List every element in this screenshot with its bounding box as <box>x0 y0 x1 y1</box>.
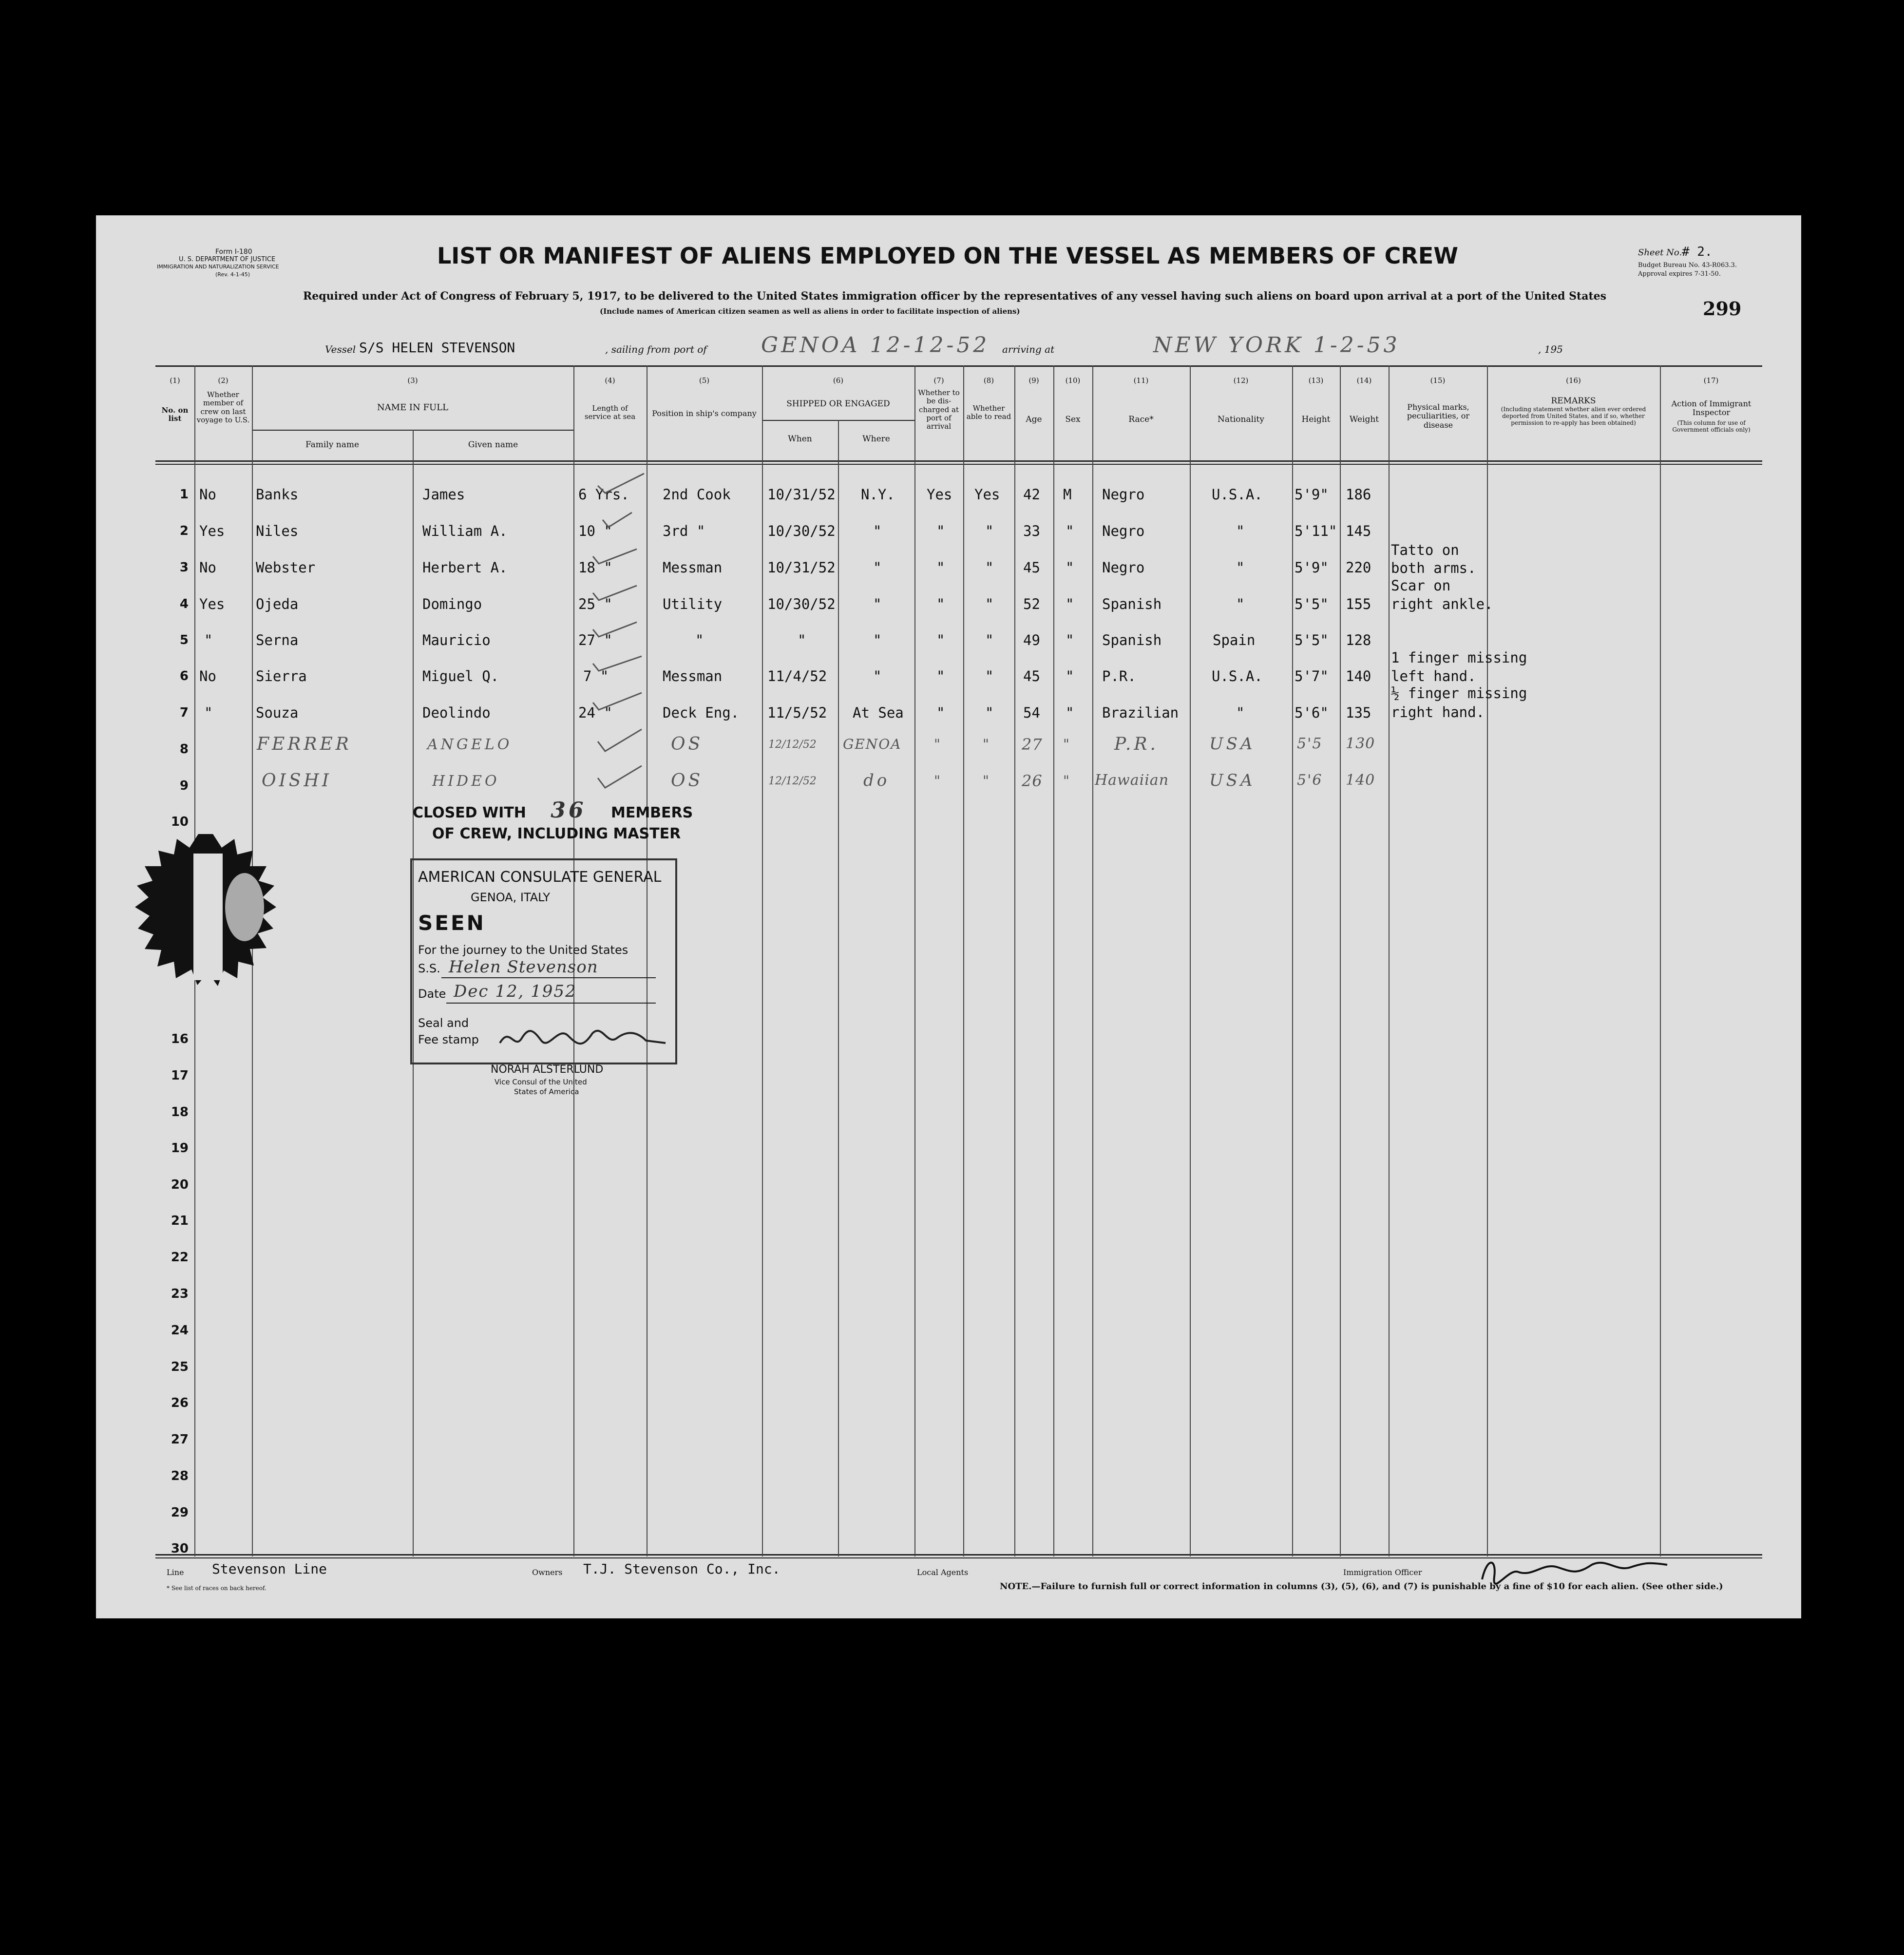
cell-position: OS <box>671 734 704 754</box>
cell-age: 45 <box>1023 668 1040 684</box>
consulate-ss-label: S.S. <box>418 962 440 975</box>
cell-position: " <box>695 632 704 648</box>
closed-stamp-line1 <box>413 800 693 821</box>
header-remarks: REMARKS <box>1551 396 1596 406</box>
cell-discharged: " <box>934 736 943 752</box>
col-line <box>1190 365 1191 1556</box>
cell-family-name: OISHI <box>262 771 332 791</box>
cell-height: 5'9" <box>1295 486 1329 503</box>
cell-weight: 128 <box>1346 632 1371 648</box>
footer-note: NOTE.—Failure to furnish full or correct information in columns (3), (5), (6), and (7) is punishable by a fine of $10 for each alien. (See other side.) <box>1000 1581 1723 1592</box>
col-num-17: (17) <box>1703 376 1719 385</box>
physical-marks-line: left hand. <box>1391 668 1476 684</box>
cell-previous-voyage: " <box>204 704 213 721</box>
header-physical-marks: Physical marks, peculiarities, or disease <box>1407 402 1470 430</box>
col-line <box>1292 365 1293 1556</box>
document-subtitle-note: (Include names of American citizen seamen as well as aliens in order to facilitate inspection of aliens) <box>600 307 1020 316</box>
col-line <box>1487 365 1488 1556</box>
cell-nationality: " <box>1236 559 1245 576</box>
header-position: Position in ship's company <box>652 409 757 418</box>
cell-given-name: ANGELO <box>427 736 513 753</box>
cell-where: " <box>873 596 882 612</box>
header-given-name: Given name <box>468 440 518 450</box>
physical-marks-line: Scar on <box>1391 577 1451 594</box>
physical-marks-line: ½ finger missing <box>1391 685 1527 702</box>
col-line <box>838 420 839 1556</box>
cell-age: 52 <box>1023 596 1040 612</box>
cell-nationality: U.S.A. <box>1212 668 1263 684</box>
closed-stamp-text: CLOSED WITH <box>413 804 526 821</box>
row-number: 3 <box>179 560 189 575</box>
cell-when: " <box>798 632 806 648</box>
races-footnote: * See list of races on back hereof. <box>167 1585 267 1592</box>
cell-nationality: " <box>1236 596 1245 612</box>
col-num-16: (16) <box>1566 376 1581 385</box>
cell-position: Utility <box>663 596 723 612</box>
col-num-5: (5) <box>699 376 710 385</box>
row-number: 2 <box>179 524 189 538</box>
row-number: 17 <box>171 1068 189 1083</box>
header-action-inspector: Action of Immigrant Inspector <box>1671 399 1752 418</box>
col-line <box>963 365 964 1556</box>
header-age: Age <box>1026 415 1042 424</box>
header-race: Race* <box>1128 415 1154 424</box>
consulate-seal-label: Seal and <box>418 1016 469 1030</box>
cell-family-name: Niles <box>256 523 299 539</box>
cell-discharged: " <box>936 632 945 648</box>
header-bottom-border-2 <box>155 464 1762 465</box>
cell-read: " <box>985 596 994 612</box>
consul-name: NORAH ALSTERLUND <box>491 1063 604 1076</box>
cell-weight: 135 <box>1346 704 1371 721</box>
cell-discharged: " <box>936 559 945 576</box>
cell-family-name: FERRER <box>257 734 352 754</box>
footer-line-label: Line <box>167 1568 184 1577</box>
cell-service: 18 " <box>578 559 612 576</box>
cell-height: 5'5" <box>1295 632 1329 648</box>
row-number: 7 <box>179 705 189 720</box>
cell-position: 2nd Cook <box>663 486 731 503</box>
cell-service: 24 " <box>578 704 612 721</box>
arriving-label: arriving at <box>1002 343 1055 355</box>
header-where: Where <box>862 434 890 444</box>
cell-position: Messman <box>663 559 723 576</box>
cell-race: Brazilian <box>1102 704 1179 721</box>
manifest-sheet <box>96 215 1801 1618</box>
cell-when: 11/4/52 <box>767 668 827 684</box>
cell-where: do <box>863 771 890 790</box>
cell-when: 12/12/52 <box>768 775 817 787</box>
col-line <box>1053 365 1054 1556</box>
closed-stamp-line2: OF CREW, INCLUDING MASTER <box>432 825 681 842</box>
col-num-4: (4) <box>605 376 615 385</box>
header-nationality: Nationality <box>1218 415 1264 424</box>
cell-sex: " <box>1066 632 1074 648</box>
col-line <box>1014 365 1015 1556</box>
form-service: IMMIGRATION AND NATURALIZATION SERVICE <box>157 264 279 270</box>
cell-nationality: " <box>1236 704 1245 721</box>
footer-agents-label: Local Agents <box>917 1568 969 1577</box>
budget-bureau: Budget Bureau No. 43-R063.3. <box>1638 262 1737 269</box>
closed-stamp-count: 36 <box>551 798 587 823</box>
cell-discharged: " <box>936 596 945 612</box>
cell-previous-voyage: Yes <box>199 596 225 612</box>
closed-stamp-text-b: MEMBERS <box>610 804 693 821</box>
row-number: 25 <box>171 1360 189 1374</box>
row-number: 27 <box>171 1432 189 1447</box>
document-subtitle: Required under Act of Congress of February 5, 1917, to be delivered to the United States immigration officer by the representatives of any vessel having such aliens on board upon arrival at a port of the United States <box>303 290 1606 303</box>
row-number: 19 <box>171 1141 189 1156</box>
cell-weight: 155 <box>1346 596 1371 612</box>
cell-when: 12/12/52 <box>768 739 817 751</box>
physical-marks-line: right ankle. <box>1391 596 1493 612</box>
cell-height: 5'5" <box>1295 596 1329 612</box>
cell-discharged: " <box>934 773 943 789</box>
form-number: Form I-180 <box>215 248 252 256</box>
cell-nationality: USA <box>1209 771 1256 790</box>
cell-given-name: Miguel Q. <box>422 668 499 684</box>
sheet-label: Sheet No. <box>1638 247 1682 258</box>
col-num-3: (3) <box>407 376 418 385</box>
header-discharged: Whether to be dis-charged at port of arrival <box>918 388 960 431</box>
cell-weight: 220 <box>1346 559 1371 576</box>
row-number: 28 <box>171 1469 189 1483</box>
approval-expiry: Approval expires 7-31-50. <box>1638 270 1721 278</box>
physical-marks-line: right hand. <box>1391 704 1485 721</box>
cell-when: 10/30/52 <box>767 523 836 539</box>
consulate-journey: For the journey to the United States <box>418 943 628 957</box>
cell-family-name: Ojeda <box>256 596 299 612</box>
page-number: 299 <box>1703 298 1742 320</box>
cell-given-name: James <box>422 486 465 503</box>
cell-read: " <box>985 559 994 576</box>
row-number: 18 <box>171 1105 189 1120</box>
col-line <box>1660 365 1661 1556</box>
cell-service: 10 " <box>578 523 612 539</box>
cell-position: Messman <box>663 668 723 684</box>
cell-age: 27 <box>1022 735 1043 754</box>
header-able-to-read: Whether able to read <box>966 404 1011 421</box>
header-no-on-list: No. on list <box>161 406 189 423</box>
cell-sex: " <box>1063 736 1072 752</box>
header-action-note: (This column for use of Government officials only) <box>1672 419 1751 433</box>
cell-family-name: Sierra <box>256 668 307 684</box>
cell-race: Hawaiian <box>1095 772 1169 789</box>
row-number: 8 <box>179 742 189 757</box>
consulate-date-value: Dec 12, 1952 <box>454 982 577 1001</box>
cell-family-name: Banks <box>256 486 299 503</box>
row-number: 16 <box>171 1032 189 1046</box>
table-top-border <box>155 365 1762 367</box>
cell-position: OS <box>671 771 704 791</box>
cell-previous-voyage: Yes <box>199 523 225 539</box>
header-sex: Sex <box>1065 415 1081 424</box>
col-num-7: (7) <box>933 376 944 385</box>
cell-read: " <box>985 704 994 721</box>
cell-read: " <box>983 736 992 752</box>
consulate-office: AMERICAN CONSULATE GENERAL <box>418 869 662 886</box>
row-number: 30 <box>171 1541 189 1556</box>
header-bottom-border <box>155 460 1762 462</box>
cell-read: Yes <box>974 486 1000 503</box>
col-num-12: (12) <box>1233 376 1249 385</box>
cell-weight: 140 <box>1346 772 1375 789</box>
check-marks <box>583 464 651 795</box>
consulate-ss-value: Helen Stevenson <box>449 957 598 977</box>
cell-given-name: Deolindo <box>422 704 491 721</box>
row-number: 24 <box>171 1323 189 1338</box>
col-num-9: (9) <box>1028 376 1039 385</box>
cell-weight: 130 <box>1346 735 1375 752</box>
cell-sex: " <box>1063 773 1072 789</box>
cell-discharged: " <box>936 704 945 721</box>
vessel-label: Vessel <box>325 343 356 355</box>
cell-discharged: " <box>936 523 945 539</box>
col-line <box>762 365 763 1556</box>
cell-sex: " <box>1066 704 1074 721</box>
header-when: When <box>788 434 812 444</box>
form-department: U. S. DEPARTMENT OF JUSTICE <box>179 256 276 263</box>
footer-owners-value: T.J. Stevenson Co., Inc. <box>583 1561 781 1577</box>
vessel-name: S/S HELEN STEVENSON <box>359 340 515 356</box>
cell-where: " <box>873 668 882 684</box>
document-title: LIST OR MANIFEST OF ALIENS EMPLOYED ON THE VESSEL AS MEMBERS OF CREW <box>437 243 1459 269</box>
cell-read: " <box>985 523 994 539</box>
cell-height: 5'7" <box>1295 668 1329 684</box>
col-line <box>914 365 915 1556</box>
cell-previous-voyage: No <box>199 486 216 503</box>
cell-discharged: " <box>936 668 945 684</box>
sheet-number: # 2. <box>1682 245 1713 259</box>
cell-read: " <box>985 632 994 648</box>
cell-sex: M <box>1063 486 1072 503</box>
row-number: 6 <box>179 669 189 683</box>
col-num-6: (6) <box>833 376 844 385</box>
row-number: 1 <box>179 487 189 502</box>
cell-race: Negro <box>1102 559 1145 576</box>
form-revision: (Rev. 4-1-45) <box>215 271 250 278</box>
row-number: 22 <box>171 1250 189 1265</box>
col-num-14: (14) <box>1356 376 1372 385</box>
cell-position: 3rd " <box>663 523 705 539</box>
cell-sex: " <box>1066 559 1074 576</box>
header-name-in-full: NAME IN FULL <box>377 402 449 413</box>
col-num-8: (8) <box>983 376 994 385</box>
header-previous-voyage: Whether member of crew on last voyage to U.S. <box>196 390 250 424</box>
cell-read: " <box>985 668 994 684</box>
row-number: 21 <box>171 1214 189 1228</box>
col-num-11: (11) <box>1133 376 1149 385</box>
cell-family-name: Webster <box>256 559 316 576</box>
cell-race: P.R. <box>1114 734 1159 754</box>
cell-position: Deck Eng. <box>663 704 740 721</box>
cell-age: 42 <box>1023 486 1040 503</box>
cell-weight: 145 <box>1346 523 1371 539</box>
consul-signature <box>495 1021 670 1055</box>
cell-nationality: USA <box>1209 734 1256 754</box>
row-number: 26 <box>171 1396 189 1410</box>
port-from: GENOA 12-12-52 <box>761 333 990 358</box>
row-number: 9 <box>179 778 189 793</box>
cell-when: 11/5/52 <box>767 704 827 721</box>
cell-nationality: U.S.A. <box>1212 486 1263 503</box>
cell-where: " <box>873 523 882 539</box>
cell-when: 10/31/52 <box>767 486 836 503</box>
cell-height: 5'6 <box>1297 772 1323 789</box>
cell-given-name: William A. <box>422 523 508 539</box>
cell-where: At Sea <box>853 704 904 721</box>
cell-age: 49 <box>1023 632 1040 648</box>
cell-height: 5'6" <box>1295 704 1329 721</box>
cell-given-name: Herbert A. <box>422 559 508 576</box>
header-family-name: Family name <box>305 440 360 450</box>
physical-marks-line: 1 finger missing <box>1391 649 1527 666</box>
embossed-seal <box>125 834 301 1000</box>
consulate-stamp <box>410 858 677 1064</box>
cell-when: 10/30/52 <box>767 596 836 612</box>
cell-height: 5'9" <box>1295 559 1329 576</box>
port-to: NEW YORK 1-2-53 <box>1153 333 1400 358</box>
col-num-2: (2) <box>218 376 228 385</box>
consulate-city: GENOA, ITALY <box>471 891 550 904</box>
row-number: 5 <box>179 633 189 647</box>
ss-underline <box>441 977 656 978</box>
cell-age: 54 <box>1023 704 1040 721</box>
cell-race: P.R. <box>1102 668 1136 684</box>
footer-officer-label: Immigration Officer <box>1343 1568 1422 1577</box>
cell-race: Spanish <box>1102 596 1162 612</box>
cell-read: " <box>983 773 992 789</box>
footer-line-value: Stevenson Line <box>212 1561 327 1577</box>
cell-nationality: Spain <box>1213 632 1256 648</box>
row-number: 10 <box>171 815 189 829</box>
row-number: 23 <box>171 1287 189 1301</box>
cell-weight: 140 <box>1346 668 1371 684</box>
cell-given-name: Domingo <box>422 596 482 612</box>
cell-previous-voyage: " <box>204 632 213 648</box>
header-remarks-note: (Including statement whether alien ever ordered deported from United States, and if so, whether permission to re-apply has been obtained) <box>1501 406 1646 426</box>
col-num-15: (15) <box>1430 376 1446 385</box>
cell-service: 6 Yrs. <box>578 486 629 503</box>
footer-owners-label: Owners <box>532 1568 563 1577</box>
cell-where: N.Y. <box>861 486 895 503</box>
consul-title-1: Vice Consul of the United <box>495 1078 587 1086</box>
col-num-13: (13) <box>1308 376 1324 385</box>
physical-marks-line: Tatto on <box>1391 542 1459 558</box>
row-number: 20 <box>171 1177 189 1192</box>
col-line <box>1389 365 1390 1556</box>
cell-given-name: HIDEO <box>432 773 500 790</box>
col-num-10: (10) <box>1065 376 1081 385</box>
consulate-seen: SEEN <box>418 911 486 935</box>
cell-race: Spanish <box>1102 632 1162 648</box>
cell-service: 27 " <box>578 632 612 648</box>
cell-previous-voyage: No <box>199 559 216 576</box>
cell-age: 45 <box>1023 559 1040 576</box>
cell-given-name: Mauricio <box>422 632 491 648</box>
cell-age: 26 <box>1022 772 1043 790</box>
cell-weight: 186 <box>1346 486 1371 503</box>
cell-discharged: Yes <box>927 486 952 503</box>
cell-sex: " <box>1066 668 1074 684</box>
physical-marks-line: both arms. <box>1391 560 1476 576</box>
cell-nationality: " <box>1236 523 1245 539</box>
sailing-label: , sailing from port of <box>605 343 707 355</box>
cell-family-name: Souza <box>256 704 299 721</box>
cell-service: 7 " <box>583 668 609 684</box>
cell-race: Negro <box>1102 486 1145 503</box>
cell-height: 5'11" <box>1295 523 1337 539</box>
cell-age: 33 <box>1023 523 1040 539</box>
row-number: 4 <box>179 597 189 611</box>
consul-title-2: States of America <box>514 1087 579 1096</box>
cell-when: 10/31/52 <box>767 559 836 576</box>
year-label: , 195 <box>1538 343 1563 355</box>
cell-where: " <box>873 632 882 648</box>
cell-sex: " <box>1066 596 1074 612</box>
cell-where: " <box>873 559 882 576</box>
cell-previous-voyage: No <box>199 668 216 684</box>
col-line <box>1340 365 1341 1556</box>
header-weight: Weight <box>1349 415 1379 424</box>
col-num-1: (1) <box>170 376 180 385</box>
header-height: Height <box>1301 415 1331 424</box>
cell-sex: " <box>1066 523 1074 539</box>
cell-where: GENOA <box>843 736 902 752</box>
cell-family-name: Serna <box>256 632 299 648</box>
cell-service: 25 " <box>578 596 612 612</box>
row-number: 29 <box>171 1505 189 1520</box>
header-shipped-or-engaged: SHIPPED OR ENGAGED <box>786 399 890 409</box>
cell-height: 5'5 <box>1297 735 1323 752</box>
col-line <box>1092 365 1093 1556</box>
consulate-date-label: Date <box>418 987 446 1001</box>
consulate-fee-label: Fee stamp <box>418 1033 479 1046</box>
header-length-of-service: Length of service at sea <box>584 404 636 421</box>
cell-race: Negro <box>1102 523 1145 539</box>
date-underline <box>446 1003 656 1004</box>
